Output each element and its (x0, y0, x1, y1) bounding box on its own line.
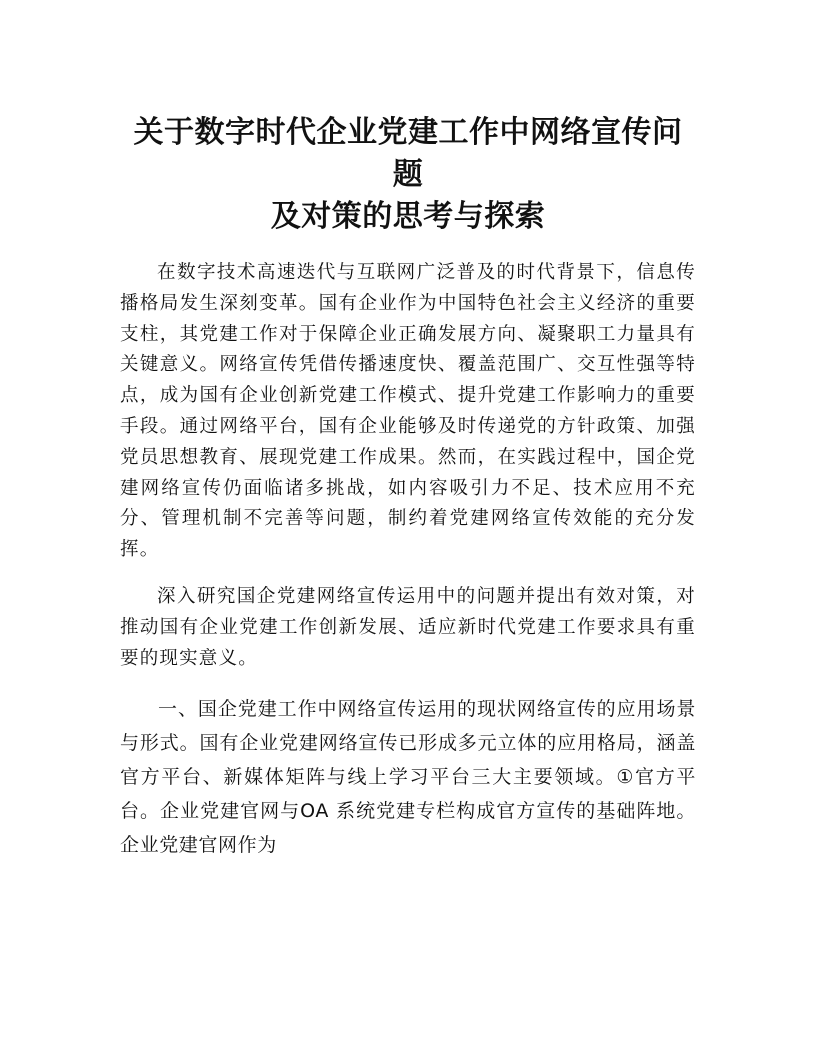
title-line-2: 及对策的思考与探索 (270, 199, 546, 234)
significance-paragraph: 深入研究国企党建网络宣传运用中的问题并提出有效对策，对推动国有企业党建工作创新发展、适应新时代党建工作要求具有重要的现实意义。 (120, 585, 696, 669)
intro-paragraph: 在数字技术高速迭代与互联网广泛普及的时代背景下，信息传播格局发生深刻变革。国有企业作为中国特色社会主义经济的重要支柱，其党建工作对于保障企业正确发展方向、凝聚职工力量具有关键意义。网络宣传凭借传播速度快、覆盖范围广、交互性强等特点，成为国有企业创新党建工作模式、提升党建工作影响力的重要手段。通过网络平台，国有企业能够及时传递党的方针政策、加强党员思想教育、展现党建工作成果。然而，在实践过程中，国企党建网络宣传仍面临诸多挑战，如内容吸引力不足、技术应用不充分、管理机制不完善等问题，制约着党建网络宣传效能的充分发挥。 (120, 262, 696, 561)
section-one-paragraph: 一、国企党建工作中网络宣传运用的现状网络宣传的应用场景与形式。国有企业党建网络宣传已形成多元立体的应用格局，涵盖官方平台、新媒体矩阵与线上学习平台三大主要领域。①官方平台。企业党建官网与OA 系统党建专栏构成官方宣传的基础阵地。企业党建官网作为 (120, 698, 696, 857)
title-line-1: 关于数字时代企业党建工作中网络宣传问题 (133, 115, 683, 192)
document-title (120, 112, 696, 238)
